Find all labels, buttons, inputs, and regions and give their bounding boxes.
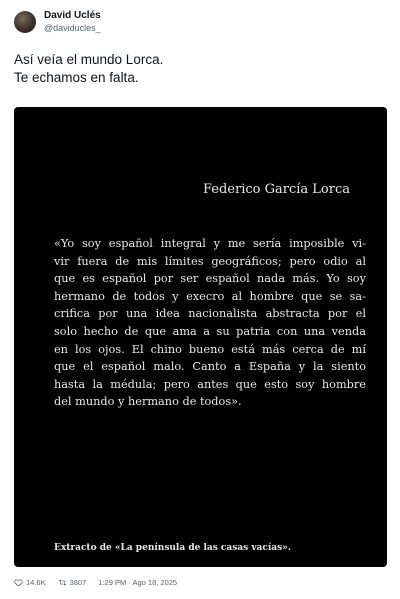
tweet-footer	[14, 578, 177, 587]
tweet-media-image[interactable]	[14, 107, 387, 567]
tweet-text-line: Te echamos en falta.	[14, 70, 139, 85]
author-display-name[interactable]: David Uclés	[44, 10, 101, 21]
quote-line: que el español malo. Canto a España y la siento	[54, 360, 366, 374]
quote-line: «Yo soy español integral y me sería imposible vi-	[54, 237, 366, 250]
tweet-text	[14, 51, 163, 87]
retweet-icon	[58, 578, 67, 587]
quote-line: hasta la médula; pero antes que esto soy hombre	[54, 377, 366, 391]
quote-body	[54, 235, 366, 411]
quote-line: solo hecho de que ama a su patria con una venda	[54, 324, 366, 338]
retweet-count: 3807	[69, 578, 87, 587]
heart-icon	[14, 578, 23, 587]
quote-line: en los ojos. El chino bueno está más cerca de mí	[54, 342, 366, 356]
author-handle[interactable]: @daviducles_	[44, 23, 101, 33]
quote-line: hermano de todos y execro al hombre que se sa-	[54, 289, 366, 303]
quote-author: Federico García Lorca	[202, 182, 350, 197]
like-stat[interactable]	[14, 578, 46, 587]
retweet-stat[interactable]	[58, 578, 87, 587]
avatar[interactable]	[14, 11, 36, 33]
like-count: 14.6K	[26, 578, 46, 587]
tweet-header	[14, 10, 101, 34]
quote-line: que es español por ser español nada más. Yo soy	[54, 272, 366, 286]
tweet-text-line: Así veía el mundo Lorca.	[14, 52, 164, 67]
timestamp[interactable]: 1:29 PM · Ago 18, 2025	[98, 578, 178, 587]
author-names	[44, 10, 101, 34]
quote-source: Extracto de «La península de las casas vacías».	[54, 543, 291, 553]
quote-line: vir fuera de mis límites geográficos; pero odio al	[54, 254, 366, 268]
quote-line: crifica por una idea nacionalista abstracta por el	[54, 307, 366, 321]
quote-line: del mundo y hermano de todos».	[54, 395, 242, 409]
